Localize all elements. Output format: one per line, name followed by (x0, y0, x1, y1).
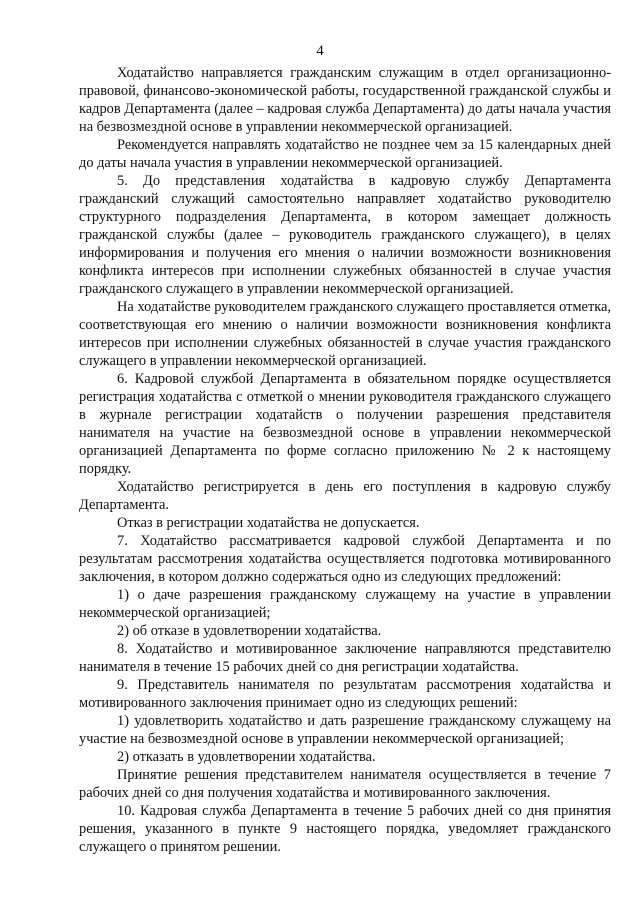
paragraph-item-9: 9. Представитель нанимателя по результатам рассмотрения ходатайства и мотивированного заключения принимает одно из следующих решений: (79, 677, 611, 711)
paragraph-decision-deadline: Принятие решения представителем нанимателя осуществляется в течение 7 рабочих дней со дня получения ходатайства и мотивированного заключения. (79, 767, 611, 801)
paragraph-petition-submission: Ходатайство направляется гражданским служащим в отдел организационно-правовой, финансово-экономической работы, государственной гражданской службы и кадров Департамента (далее – кадровая служба Департамента) до даты начала участия на безвозмездной основе в управлении некоммерческой организацией. (79, 65, 611, 135)
paragraph-item-5: 5. До представления ходатайства в кадровую службу Департамента гражданский служащий самостоятельно направляет ходатайство руководителю структурного подразделения Департамента, в котором замещает должность гражданской службы (далее – руководитель гражданского служащего), в целях информирования и получения его мнения о наличии возможности возникновения конфликта интересов при исполнении служебных обязанностей в случае участия гражданского служащего в управлении некоммерческой организацией. (79, 173, 611, 297)
page-number: 4 (316, 43, 324, 59)
paragraph-item-10: 10. Кадровая служба Департамента в течение 5 рабочих дней со дня принятия решения, указанного в пункте 9 настоящего порядка, уведомляет гражданского служащего о принятом решении. (79, 803, 611, 855)
paragraph-registration-day: Ходатайство регистрируется в день его поступления в кадровую службу Департамента. (79, 479, 611, 513)
paragraph-no-refusal: Отказ в регистрации ходатайства не допускается. (117, 515, 420, 531)
paragraph-recommended-deadline: Рекомендуется направлять ходатайство не позднее чем за 15 календарных дней до даты начала участия в управлении некоммерческой организацией. (79, 137, 611, 171)
paragraph-item-8: 8. Ходатайство и мотивированное заключение направляются представителю нанимателя в течение 15 рабочих дней со дня регистрации ходатайства. (79, 641, 611, 675)
paragraph-item-6: 6. Кадровой службой Департамента в обязательном порядке осуществляется регистрация ходатайства с отметкой о мнении руководителя гражданского служащего в журнале регистрации ходатайств о получении разрешения представителя нанимателя на участие на безвозмездной основе в управлении некоммерческой организацией Департамента по форме согласно приложению № 2 к настоящему порядку. (79, 371, 611, 477)
paragraph-decision-2: 2) отказать в удовлетворении ходатайства. (117, 749, 376, 765)
document-body (79, 64, 611, 856)
paragraph-proposal-1: 1) о даче разрешения гражданскому служащему на участие в управлении некоммерческой организацией; (79, 587, 611, 621)
paragraph-manager-mark: На ходатайстве руководителем гражданского служащего проставляется отметка, соответствующая его мнению о наличии возможности возникновения конфликта интересов при исполнении служебных обязанностей в случае участия гражданского служащего в управлении некоммерческой организацией. (79, 299, 611, 369)
paragraph-item-7: 7. Ходатайство рассматривается кадровой службой Департамента и по результатам рассмотрения ходатайства осуществляется подготовка мотивированного заключения, в котором должно содержаться одно из следующих предложений: (79, 533, 611, 585)
paragraph-proposal-2: 2) об отказе в удовлетворении ходатайства. (117, 623, 382, 639)
paragraph-decision-1: 1) удовлетворить ходатайство и дать разрешение гражданскому служащему на участие на безвозмездной основе в управлении некоммерческой организацией; (79, 713, 611, 747)
